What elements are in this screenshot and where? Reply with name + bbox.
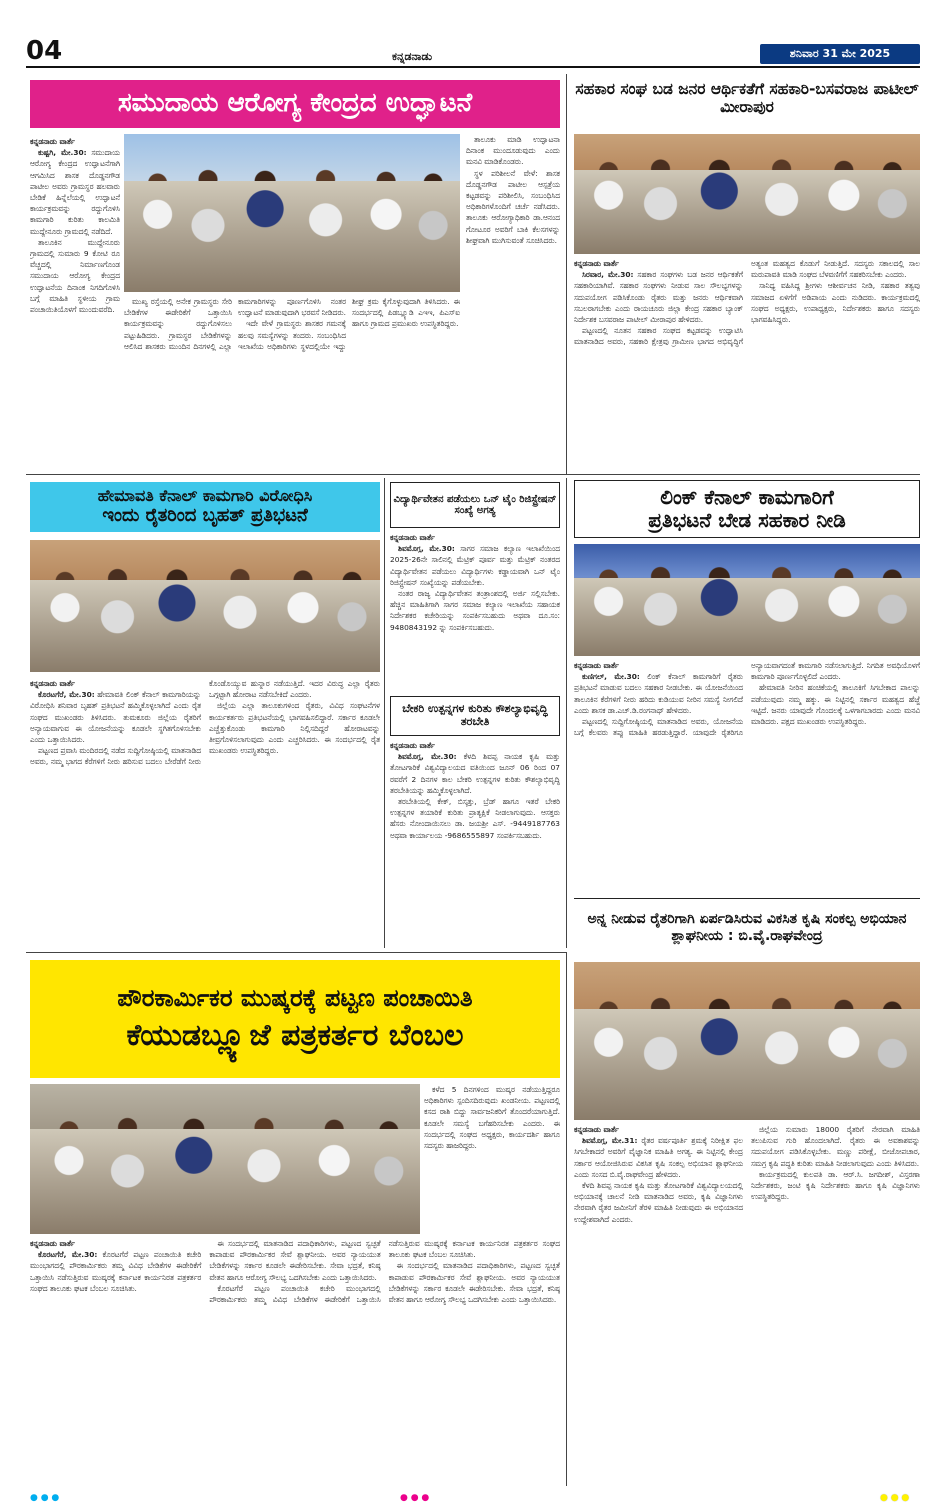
story8-headline (30, 960, 560, 1078)
story7-headline: ಅನ್ನ ನೀಡುವ ರೈತರಿಗಾಗಿ ಏರ್ಪಡಿಸಿರುವ ವಿಕಸಿತ ಕೃಷಿ ಸಂಕಲ್ಪ ಅಭಿಯಾನ ಶ್ಲಾಘನೀಯ : ಬಿ.ವೈ.ರಾಘವೇಂದ್ರ (574, 898, 920, 956)
story7-photo (574, 962, 920, 1120)
story1-right-col (466, 134, 560, 438)
story7-para: ಜಿಲ್ಲೆಯ ಸುಮಾರು 18000 ರೈತರಿಗೆ ನೇರವಾಗಿ ಮಾಹಿತಿ ತಲುಪಿಸುವ ಗುರಿ ಹೊಂದಲಾಗಿದೆ. ರೈತರು ಈ ಅವಕಾಶವನ್ನು ಸದುಪಯೋಗ ಪಡಿಸಿಕೊಳ್ಳಬೇಕು. ಮಣ್ಣು ಪರೀಕ್ಷೆ, ಬೀಜೋಪಚಾರ, ಸಮಗ್ರ ಕೃಷಿ ಪದ್ಧತಿ ಕುರಿತು ಮಾಹಿತಿ ನೀಡಲಾಗುವುದು ಎಂದು ತಿಳಿಸಿದರು. (751, 1125, 920, 1168)
story7-para: ರೈತರ ವರ್ಷಪೂರ್ತಿ ಶ್ರಮಕ್ಕೆ ನಿರೀಕ್ಷಿತ ಫಲ ಸಿಗಬೇಕಾದರೆ ಅವರಿಗೆ ವೈಜ್ಞಾನಿಕ ಮಾಹಿತಿ ಅಗತ್ಯ. ಈ ನಿಟ್ಟಿನಲ್ಲಿ ಕೇಂದ್ರ ಸರ್ಕಾರ ಆಯೋಜಿಸಿರುವ ವಿಕಸಿತ ಕೃಷಿ ಸಂಕಲ್ಪ ಅಭಿಯಾನ ಶ್ಲಾಘನೀಯ ಎಂದು ಸಂಸದ ಬಿ.ವೈ.ರಾಘವೇಂದ್ರ ಹೇಳಿದರು. (574, 1136, 743, 1179)
story1-para: ಸಮುದಾಯ ಆರೋಗ್ಯ ಕೇಂದ್ರದ ಉದ್ಘಾಟನೆಗಾಗಿ ಆಗಮಿಸಿದ ಶಾಸಕ ದೊಡ್ಡನಗೌಡ ಪಾಟೀಲ ಅವರು ಗ್ರಾಮಸ್ಥರ ಹಲವಾರು ಬೇಡಿಕೆ ಹಿನ್ನೆಲೆಯಲ್ಲಿ ಉದ್ಘಾಟನೆ ಕಾರ್ಯಕ್ರಮವನ್ನು ರದ್ದುಗೊಳಿಸಿ ಕಾಮಗಾರಿ ಕುರಿತು ಕಾಲಮಿತಿ ಮುದ್ದೇನೂರು ಗ್ರಾಮದಲ್ಲಿ ನಡೆದಿದೆ. (30, 148, 120, 236)
story2-byline: ಕನ್ನಡನಾಡು ವಾರ್ತೆ (574, 259, 619, 268)
story3-byline: ಕನ್ನಡನಾಡು ವಾರ್ತೆ (30, 679, 75, 688)
story6-headline-line1: ಲಿಂಕ್ ಕೆನಾಲ್ ಕಾಮಗಾರಿಗೆ (660, 485, 834, 509)
story1-para: ತಾಲೂಕಿನ ಮುದ್ದೇನೂರು ಗ್ರಾಮದಲ್ಲಿ ಸುಮಾರು 9 ಕೋಟಿ ರೂ ವೆಚ್ಚದಲ್ಲಿ ನಿರ್ಮಾಣಗೊಂಡ ಸಮುದಾಯ ಆರೋಗ್ಯ ಕೇಂದ್ರದ ಉದ್ಘಾಟನೆಯ ದಿನಾಂಕ ನಿಗದಿಗೊಳಿಸಿ ಬಗ್ಗೆ ಮಾಹಿತಿ ಸ್ಥಳೀಯ ಗ್ರಾಮ ಪಂಚಾಯಿತಿಯೊಳಗೆ ಮುಂದುವರೆದಿ. (30, 237, 120, 315)
story7-body (574, 1124, 920, 1484)
story5-dateline: ಶಿವಮೊಗ್ಗ, ಮೇ.30: (398, 752, 457, 762)
story2-para: ಸಾನಿಧ್ಯ ವಹಿಸಿದ್ದ ಶ್ರೀಗಳು ಆಶೀರ್ವಚನ ನೀಡಿ, ಸಹಕಾರ ತತ್ವವು ಸಮಾಜದ ಏಳಿಗೆಗೆ ಅಡಿಪಾಯ ಎಂದು ನುಡಿದರು. ಕಾರ್ಯಕ್ರಮದಲ್ಲಿ ಸಂಘದ ಅಧ್ಯಕ್ಷರು, ಉಪಾಧ್ಯಕ್ಷರು, ನಿರ್ದೇಶಕರು ಹಾಗೂ ಸದಸ್ಯರು ಭಾಗವಹಿಸಿದ್ದರು. (751, 281, 920, 325)
story1-para: ಮುಖ್ಯ ರಸ್ತೆಯಲ್ಲಿ ಅನೇಕ ಗ್ರಾಮಸ್ಥರು ಸೇರಿ ಬೇಡಿಕೆಗಳ ಈಡೇರಿಕೆಗೆ ಒತ್ತಾಯಿಸಿ ಕಾರ್ಯಕ್ರಮವನ್ನು ರದ್ದುಗೊಳಿಸಲು ಪಟ್ಟುಹಿಡಿದರು. ಗ್ರಾಮಸ್ಥರ ಬೇಡಿಕೆಗಳನ್ನು ಆಲಿಸಿದ ಶಾಸಕರು ಮುಂದಿನ ದಿನಗಳಲ್ಲಿ ಎಲ್ಲಾ ಕಾಮಗಾರಿಗಳನ್ನು ಪೂರ್ಣಗೊಳಿಸಿ ನಂತರ ಉದ್ಘಾಟನೆ ಮಾಡುವುದಾಗಿ ಭರವಸೆ ನೀಡಿದರು. (124, 297, 346, 351)
story1-byline: ಕನ್ನಡನಾಡು ವಾರ್ತೆ (30, 137, 75, 146)
story2-para: ಪಟ್ಟಣದಲ್ಲಿ ನೂತನ ಸಹಕಾರ ಸಂಘದ ಕಟ್ಟಡವನ್ನು ಉದ್ಘಾಟಿಸಿ ಮಾತನಾಡಿದ ಅವರು, ಸಹಕಾರಿ ಕ್ಷೇತ್ರವು ಗ್ರಾಮೀಣ ಭಾಗದ ಅಭಿವೃದ್ಧಿಗೆ ಅತ್ಯಂತ ಮಹತ್ವದ ಕೊಡುಗೆ ನೀಡುತ್ತಿದೆ. ಸದಸ್ಯರು ಸಕಾಲದಲ್ಲಿ ಸಾಲ ಮರುಪಾವತಿ ಮಾಡಿ ಸಂಘದ ಬೆಳವಣಿಗೆಗೆ ಸಹಕರಿಸಬೇಕು ಎಂದರು. (574, 259, 920, 347)
column-rule (566, 952, 567, 1486)
story6-headline-line2: ಪ್ರತಿಭಟನೆ ಬೇಡ ಸಹಕಾರ ನೀಡಿ (648, 508, 846, 532)
story2-headline: ಸಹಕಾರ ಸಂಘ ಬಡ ಜನರ ಆರ್ಥಿಕತೆಗೆ ಸಹಕಾರಿ-ಬಸವರಾಜ ಪಾಟೀಲ್ ಮೀರಾಪುರ (574, 72, 920, 126)
story8-para: ಕಳೆದ 5 ದಿನಗಳಿಂದ ಮುಷ್ಕರ ನಡೆಯುತ್ತಿದ್ದರೂ ಅಧಿಕಾರಿಗಳು ಸ್ಪಂದಿಸದಿರುವುದು ಖಂಡನೀಯ. ಪಟ್ಟಣದಲ್ಲಿ ಕಸದ ರಾಶಿ ಬಿದ್ದು ಸಾರ್ವಜನಿಕರಿಗೆ ತೊಂದರೆಯಾಗುತ್ತಿದೆ. ಕೂಡಲೇ ಸಮಸ್ಯೆ ಬಗೆಹರಿಸಬೇಕು ಎಂದರು. ಈ ಸಂದರ್ಭದಲ್ಲಿ ಸಂಘದ ಅಧ್ಯಕ್ಷರು, ಕಾರ್ಯದರ್ಶಿ ಹಾಗೂ ಸದಸ್ಯರು ಹಾಜರಿದ್ದರು. (424, 1085, 560, 1151)
story1-para: ಸ್ಥಳ ಪರಿಶೀಲನೆ ವೇಳೆ: ಶಾಸಕ ದೊಡ್ಡನಗೌಡ ಪಾಟೀಲ ಆಸ್ಪತ್ರೆಯ ಕಟ್ಟಡವನ್ನು ಪರಿಶೀಲಿಸಿ, ಸಂಬಂಧಿಸಿದ ಅಧಿಕಾರಿಗಳೊಂದಿಗೆ ಚರ್ಚೆ ನಡೆಸಿದರು. ತಾಲೂಕು ಆರೋಗ್ಯಾಧಿಕಾರಿ ಡಾ.ಆನಂದ ಗೋಟೂರ ಅವರಿಗೆ ಬಾಕಿ ಕೆಲಸಗಳನ್ನು ಶೀಘ್ರವಾಗಿ ಮುಗಿಸುವಂತೆ ಸೂಚಿಸಿದರು. (466, 168, 560, 245)
story3-photo (30, 540, 380, 672)
registration-mark: ● ● ● (880, 1493, 910, 1503)
story3-headline (30, 482, 380, 532)
story4-byline: ಕನ್ನಡನಾಡು ವಾರ್ತೆ (390, 533, 435, 542)
section-rule (26, 952, 566, 953)
story6-photo (574, 544, 920, 656)
story8-headline-line1: ಪೌರಕಾರ್ಮಿಕರ ಮುಷ್ಕರಕ್ಕೆ ಪಟ್ಟಣ ಪಂಚಾಯಿತಿ (117, 983, 473, 1012)
story8-byline: ಕನ್ನಡನಾಡು ವಾರ್ತೆ (30, 1239, 75, 1248)
story3-para: ಜಿಲ್ಲೆಯ ಎಲ್ಲಾ ತಾಲೂಕುಗಳಿಂದ ರೈತರು, ವಿವಿಧ ಸಂಘಟನೆಗಳ ಕಾರ್ಯಕರ್ತರು ಪ್ರತಿಭಟನೆಯಲ್ಲಿ ಭಾಗವಹಿಸಲಿದ್ದಾರೆ. ಸರ್ಕಾರ ಕೂಡಲೇ ಎಚ್ಚೆತ್ತುಕೊಂಡು ಕಾಮಗಾರಿ ನಿಲ್ಲಿಸದಿದ್ದರೆ ಹೋರಾಟವನ್ನು ತೀವ್ರಗೊಳಿಸಲಾಗುವುದು ಎಂದು ಎಚ್ಚರಿಸಿದರು. ಈ ಸಂದರ್ಭದಲ್ಲಿ ರೈತ ಮುಖಂಡರು ಉಪಸ್ಥಿತರಿದ್ದರು. (209, 701, 380, 756)
story8-para: ಕೊರಟಗೆರೆ ಪಟ್ಟಣ ಪಂಚಾಯಿತಿ ಕಚೇರಿ ಮುಂಭಾಗದಲ್ಲಿ ಪೌರಕಾರ್ಮಿಕರು ತಮ್ಮ ವಿವಿಧ ಬೇಡಿಕೆಗಳ ಈಡೇರಿಕೆಗೆ ಒತ್ತಾಯಿಸಿ ನಡೆಸುತ್ತಿರುವ ಮುಷ್ಕರಕ್ಕೆ ಕರ್ನಾಟಕ ಕಾರ್ಯನಿರತ ಪತ್ರಕರ್ತರ ಸಂಘದ ತಾಲೂಕು ಘಟಕ ಬೆಂಬಲ ಸೂಚಿಸಿತು. (209, 1239, 560, 1305)
story6-para: ಪಟ್ಟಣದಲ್ಲಿ ಸುದ್ದಿಗೋಷ್ಠಿಯಲ್ಲಿ ಮಾತನಾಡಿದ ಅವರು, ಯೋಜನೆಯ ಬಗ್ಗೆ ಕೆಲವರು ತಪ್ಪು ಮಾಹಿತಿ ಹರಡುತ್ತಿದ್ದಾರೆ. ಯಾವುದೇ ರೈತರಿಗೂ ಅನ್ಯಾಯವಾಗದಂತೆ ಕಾಮಗಾರಿ ನಡೆಸಲಾಗುತ್ತಿದೆ. ನಿಗದಿತ ಅವಧಿಯೊಳಗೆ ಕಾಮಗಾರಿ ಪೂರ್ಣಗೊಳ್ಳಲಿದೆ ಎಂದರು. (574, 661, 920, 738)
story7-byline: ಕನ್ನಡನಾಡು ವಾರ್ತೆ (574, 1125, 619, 1134)
story6-para: ಲಿಂಕ್ ಕೆನಾಲ್ ಕಾಮಗಾರಿಗೆ ರೈತರು ಪ್ರತಿಭಟನೆ ಮಾಡುವ ಬದಲು ಸಹಕಾರ ನೀಡಬೇಕು. ಈ ಯೋಜನೆಯಿಂದ ತಾಲೂಕಿನ ಕೆರೆಗಳಿಗೆ ನೀರು ಹರಿದು ಕುಡಿಯುವ ನೀರಿನ ಸಮಸ್ಯೆ ನೀಗಲಿದೆ ಎಂದು ಶಾಸಕ ಡಾ.ಎಚ್.ಡಿ.ರಂಗನಾಥ್ ಹೇಳಿದರು. (574, 672, 743, 715)
story8-photo (30, 1084, 420, 1234)
story5-body (390, 740, 560, 948)
story7-dateline: ಶಿವಮೊಗ್ಗ, ಮೇ.31: (582, 1136, 638, 1146)
story6-body (574, 660, 920, 894)
story3-headline-line1: ಹೇಮಾವತಿ ಕೆನಾಲ್ ಕಾಮಗಾರಿ ವಿರೋಧಿಸಿ (97, 486, 313, 506)
story6-headline (574, 480, 920, 538)
masthead (0, 0, 945, 66)
story4-para: ಸಾಗರ ಸಮಾಜ ಕಲ್ಯಾಣ ಇಲಾಖೆಯಿಂದ 2025-26ನೇ ಸಾಲಿನಲ್ಲಿ ಮೆಟ್ರಿಕ್ ಪೂರ್ವ ಮತ್ತು ಮೆಟ್ರಿಕ್ ನಂತರದ ವಿದ್ಯಾರ್ಥಿವೇತನ ಪಡೆಯಲು ವಿದ್ಯಾರ್ಥಿಗಳು ಕಡ್ಡಾಯವಾಗಿ ಒನ್ ಟೈಂ ರಿಜಿಸ್ಟ್ರೇಷನ್ ಸಂಖ್ಯೆಯನ್ನು ಪಡೆಯಬೇಕು. (390, 544, 560, 587)
story4-body (390, 532, 560, 690)
column-rule (384, 478, 385, 948)
story8-side-col (424, 1084, 560, 1234)
story3-para: ಹೇಮಾವತಿ ಲಿಂಕ್ ಕೆನಾಲ್ ಕಾಮಗಾರಿಯನ್ನು ವಿರೋಧಿಸಿ ಶನಿವಾರ ಬೃಹತ್ ಪ್ರತಿಭಟನೆ ಹಮ್ಮಿಕೊಳ್ಳಲಾಗಿದೆ ಎಂದು ರೈತ ಸಂಘದ ಮುಖಂಡರು ತಿಳಿಸಿದರು. ತುಮಕೂರು ಜಿಲ್ಲೆಯ ರೈತರಿಗೆ ಅನ್ಯಾಯವಾಗುವ ಈ ಯೋಜನೆಯನ್ನು ಕೂಡಲೇ ಸ್ಥಗಿತಗೊಳಿಸಬೇಕು ಎಂದು ಒತ್ತಾಯಿಸಿದರು. (30, 690, 201, 745)
story2-dateline: ಸಿರವಾರ, ಮೇ.30: (582, 270, 634, 280)
page-number: 04 (26, 36, 63, 66)
story4-dateline: ಶಿವಮೊಗ್ಗ, ಮೇ.30: (398, 544, 455, 554)
story1-left-col (30, 136, 120, 438)
story1-para: ಇದೇ ವೇಳೆ ಗ್ರಾಮಸ್ಥರು ಶಾಸಕರ ಗಮನಕ್ಕೆ ಹಲವು ಸಮಸ್ಯೆಗಳನ್ನು ತಂದರು. ಸಂಬಂಧಿಸಿದ ಇಲಾಖೆಯ ಅಧಿಕಾರಿಗಳು ಸ್ಥಳದಲ್ಲಿಯೇ ಇದ್ದು ಶೀಘ್ರ ಕ್ರಮ ಕೈಗೊಳ್ಳುವುದಾಗಿ ತಿಳಿಸಿದರು. ಈ ಸಂದರ್ಭದಲ್ಲಿ ಪಿಡಬ್ಲ್ಯೂಡಿ ಎಇಇ, ಪಿಎಸ್ಐ ಹಾಗೂ ಗ್ರಾಮದ ಪ್ರಮುಖರು ಉಪಸ್ಥಿತರಿದ್ದರು. (238, 297, 460, 351)
story2-body (574, 258, 920, 470)
registration-mark: ● ● ● (30, 1493, 60, 1503)
column-rule (566, 478, 567, 948)
registration-mark: ● ● ● (400, 1493, 430, 1503)
story3-para: ಪಟ್ಟಣದ ಪ್ರವಾಸಿ ಮಂದಿರದಲ್ಲಿ ನಡೆದ ಸುದ್ದಿಗೋಷ್ಠಿಯಲ್ಲಿ ಮಾತನಾಡಿದ ಅವರು, ನಮ್ಮ ಭಾಗದ ಕೆರೆಗಳಿಗೆ ನೀರು ಹರಿಸುವ ಬದಲು ಬೇರೆಡೆಗೆ ನೀರು ಕೊಂಡೊಯ್ಯುವ ಹುನ್ನಾರ ನಡೆಯುತ್ತಿದೆ. ಇದರ ವಿರುದ್ಧ ಎಲ್ಲಾ ರೈತರು ಒಗ್ಗಟ್ಟಾಗಿ ಹೋರಾಟ ನಡೆಸಬೇಕಿದೆ ಎಂದರು. (30, 679, 380, 767)
date-bar: ಶನಿವಾರ 31 ಮೇ 2025 (760, 44, 920, 64)
story3-dateline: ಕೊರಟಗೆರೆ, ಮೇ.30: (38, 690, 95, 700)
top-rule (26, 66, 920, 68)
story1-dateline: ಕುಷ್ಟಗಿ, ಮೇ.30: (38, 148, 87, 158)
story5-para: ಕೆಳದಿ ಶಿವಪ್ಪ ನಾಯಕ ಕೃಷಿ ಮತ್ತು ತೋಟಗಾರಿಕೆ ವಿಶ್ವವಿದ್ಯಾಲಯದ ವತಿಯಿಂದ ಜೂನ್ 06 ರಿಂದ 07 ರವರೆಗೆ 2 ದಿನಗಳ ಕಾಲ ಬೇಕರಿ ಉತ್ಪನ್ನಗಳ ಕುರಿತು ಕೌಶಲ್ಯಾಭಿವೃದ್ಧಿ ತರಬೇತಿಯನ್ನು ಹಮ್ಮಿಕೊಳ್ಳಲಾಗಿದೆ. (390, 752, 560, 795)
story6-para: ಹೇಮಾವತಿ ನೀರಿನ ಹಂಚಿಕೆಯಲ್ಲಿ ತಾಲೂಕಿಗೆ ಸಿಗಬೇಕಾದ ಪಾಲನ್ನು ಪಡೆಯುವುದು ನಮ್ಮ ಹಕ್ಕು. ಈ ನಿಟ್ಟಿನಲ್ಲಿ ಸರ್ಕಾರ ಮಹತ್ವದ ಹೆಜ್ಜೆ ಇಟ್ಟಿದೆ. ಜನರು ಯಾವುದೇ ಗೊಂದಲಕ್ಕೆ ಒಳಗಾಗಬಾರದು ಎಂದು ಮನವಿ ಮಾಡಿದರು. ಪಕ್ಷದ ಮುಖಂಡರು ಉಪಸ್ಥಿತರಿದ್ದರು. (751, 683, 920, 727)
story8-para: ಈ ಸಂದರ್ಭದಲ್ಲಿ ಮಾತನಾಡಿದ ಪದಾಧಿಕಾರಿಗಳು, ಪಟ್ಟಣದ ಸ್ವಚ್ಛತೆ ಕಾಪಾಡುವ ಪೌರಕಾರ್ಮಿಕರ ಸೇವೆ ಶ್ಲಾಘನೀಯ. ಅವರ ನ್ಯಾಯಯುತ ಬೇಡಿಕೆಗಳನ್ನು ಸರ್ಕಾರ ಕೂಡಲೇ ಈಡೇರಿಸಬೇಕು. ಸೇವಾ ಭದ್ರತೆ, ಕನಿಷ್ಠ ವೇತನ ಹಾಗೂ ಆರೋಗ್ಯ ಸೌಲಭ್ಯ ಒದಗಿಸಬೇಕು ಎಂದು ಒತ್ತಾಯಿಸಿದರು. (388, 1261, 560, 1305)
story5-para: ತರಬೇತಿಯಲ್ಲಿ ಕೇಕ್, ಬಿಸ್ಕತ್ತು, ಬ್ರೆಡ್ ಹಾಗೂ ಇತರೆ ಬೇಕರಿ ಉತ್ಪನ್ನಗಳ ತಯಾರಿಕೆ ಕುರಿತು ಪ್ರಾತ್ಯಕ್ಷಿಕೆ ನೀಡಲಾಗುವುದು. ಆಸಕ್ತರು ಹೆಸರು ನೋಂದಾಯಿಸಲು ಡಾ. ಜಯಶ್ರೀ ಎಸ್. -9449187763 ಅಥವಾ ಕಾರ್ಯಾಲಯ -9686555897 ಸಂಪರ್ಕಿಸಬಹುದು. (390, 797, 560, 840)
story1-body (124, 296, 460, 438)
story5-byline: ಕನ್ನಡನಾಡು ವಾರ್ತೆ (390, 741, 435, 750)
story2-photo (574, 134, 920, 254)
column-rule (566, 74, 567, 474)
story2-para: ಸಹಕಾರ ಸಂಘಗಳು ಬಡ ಜನರ ಆರ್ಥಿಕತೆಗೆ ಸಹಕಾರಿಯಾಗಿವೆ. ಸಹಕಾರ ಸಂಘಗಳು ನೀಡುವ ಸಾಲ ಸೌಲಭ್ಯಗಳನ್ನು ಸದುಪಯೋಗ ಪಡಿಸಿಕೊಂಡು ರೈತರು ಮತ್ತು ಜನರು ಆರ್ಥಿಕವಾಗಿ ಸಬಲರಾಗಬೇಕು ಎಂದು ರಾಯಚೂರು ಜಿಲ್ಲಾ ಕೇಂದ್ರ ಸಹಕಾರ ಬ್ಯಾಂಕ್ ನಿರ್ದೇಶಕ ಬಸವರಾಜ ಪಾಟೀಲ್ ಮೀರಾಪುರ ಹೇಳಿದರು. (574, 270, 743, 325)
story8-dateline: ಕೊರಟಗೆರೆ, ಮೇ.30: (38, 1250, 98, 1260)
story8-body (30, 1238, 560, 1484)
story1-para: ತಾಲೂಕು ಮಾಡಿ ಉದ್ಘಾಟನಾ ದಿನಾಂಕ ಮುಂದೂಡುವುದು ಎಂದು ಮನವಿ ಮಾಡಿಕೊಂಡರು. (466, 135, 560, 167)
story3-body (30, 678, 380, 948)
paper-name: ಕನ್ನಡನಾಡು (392, 50, 433, 63)
story8-headline-line2: ಕೆಯುಡಬ್ಲ್ಯೂಜೆ ಪತ್ರಕರ್ತರ ಬೆಂಬಲ (126, 1017, 464, 1053)
section-rule (26, 474, 920, 475)
story1-headline: ಸಮುದಾಯ ಆರೋಗ್ಯ ಕೇಂದ್ರದ ಉದ್ಘಾಟನೆ (30, 80, 560, 128)
story7-para: ಕಾರ್ಯಕ್ರಮದಲ್ಲಿ ಕುಲಪತಿ ಡಾ. ಆರ್.ಸಿ. ಜಗದೀಶ್, ವಿಸ್ತರಣಾ ನಿರ್ದೇಶಕರು, ಜಂಟಿ ಕೃಷಿ ನಿರ್ದೇಶಕರು ಹಾಗೂ ಕೃಷಿ ವಿಜ್ಞಾನಿಗಳು ಉಪಸ್ಥಿತರಿದ್ದರು. (751, 1169, 920, 1202)
story8-para: ಕೊರಟಗೆರೆ ಪಟ್ಟಣ ಪಂಚಾಯಿತಿ ಕಚೇರಿ ಮುಂಭಾಗದಲ್ಲಿ ಪೌರಕಾರ್ಮಿಕರು ತಮ್ಮ ವಿವಿಧ ಬೇಡಿಕೆಗಳ ಈಡೇರಿಕೆಗೆ ಒತ್ತಾಯಿಸಿ ನಡೆಸುತ್ತಿರುವ ಮುಷ್ಕರಕ್ಕೆ ಕರ್ನಾಟಕ ಕಾರ್ಯನಿರತ ಪತ್ರಕರ್ತರ ಸಂಘದ ತಾಲೂಕು ಘಟಕ ಬೆಂಬಲ ಸೂಚಿಸಿತು. (30, 1250, 202, 1293)
story6-dateline: ಕುಣಿಗಲ್, ಮೇ.30: (582, 672, 640, 682)
story4-headline: ವಿದ್ಯಾರ್ಥಿವೇತನ ಪಡೆಯಲು ಒನ್ ಟೈಂ ರಿಜಿಸ್ಟ್ರೇಷನ್ ಸಂಖ್ಯೆ ಅಗತ್ಯ (390, 482, 560, 528)
story3-headline-line2: ಇಂದು ರೈತರಿಂದ ಬೃಹತ್ ಪ್ರತಿಭಟನೆ (102, 504, 308, 526)
story7-para: ಕೆಳದಿ ಶಿವಪ್ಪ ನಾಯಕ ಕೃಷಿ ಮತ್ತು ತೋಟಗಾರಿಕೆ ವಿಶ್ವವಿದ್ಯಾಲಯದಲ್ಲಿ ಅಭಿಯಾನಕ್ಕೆ ಚಾಲನೆ ನೀಡಿ ಮಾತನಾಡಿದ ಅವರು, ಕೃಷಿ ವಿಜ್ಞಾನಿಗಳು ನೇರವಾಗಿ ರೈತರ ಜಮೀನಿಗೆ ತೆರಳಿ ಮಾಹಿತಿ ನೀಡುವುದು ಈ ಅಭಿಯಾನದ ಉದ್ದೇಶವಾಗಿದೆ ಎಂದರು. (574, 1181, 743, 1224)
story1-photo (124, 134, 460, 292)
story5-headline: ಬೇಕರಿ ಉತ್ಪನ್ನಗಳ ಕುರಿತು ಕೌಶಲ್ಯಾಭಿವೃದ್ಧಿ ತರಬೇತಿ (390, 696, 560, 736)
story6-byline: ಕನ್ನಡನಾಡು ವಾರ್ತೆ (574, 661, 619, 670)
story4-para: ನಂತರ ರಾಜ್ಯ ವಿದ್ಯಾರ್ಥಿವೇತನ ತಂತ್ರಾಂಶದಲ್ಲಿ ಅರ್ಜಿ ಸಲ್ಲಿಸಬೇಕು. ಹೆಚ್ಚಿನ ಮಾಹಿತಿಗಾಗಿ ಸಾಗರ ಸಮಾಜ ಕಲ್ಯಾಣ ಇಲಾಖೆಯ ಸಹಾಯಕ ನಿರ್ದೇಶಕರ ಕಚೇರಿಯನ್ನು ಸಂಪರ್ಕಿಸಬಹುದು ಅಥವಾ ದೂ.ಸಂ: 9480843192 ನ್ನು ಸಂಪರ್ಕಿಸಬಹುದು. (390, 589, 560, 632)
story8-para: ಈ ಸಂದರ್ಭದಲ್ಲಿ ಮಾತನಾಡಿದ ಪದಾಧಿಕಾರಿಗಳು, ಪಟ್ಟಣದ ಸ್ವಚ್ಛತೆ ಕಾಪಾಡುವ ಪೌರಕಾರ್ಮಿಕರ ಸೇವೆ ಶ್ಲಾಘನೀಯ. ಅವರ ನ್ಯಾಯಯುತ ಬೇಡಿಕೆಗಳನ್ನು ಸರ್ಕಾರ ಕೂಡಲೇ ಈಡೇರಿಸಬೇಕು. ಸೇವಾ ಭದ್ರತೆ, ಕನಿಷ್ಠ ವೇತನ ಹಾಗೂ ಆರೋಗ್ಯ ಸೌಲಭ್ಯ ಒದಗಿಸಬೇಕು ಎಂದು ಒತ್ತಾಯಿಸಿದರು. (209, 1239, 381, 1282)
